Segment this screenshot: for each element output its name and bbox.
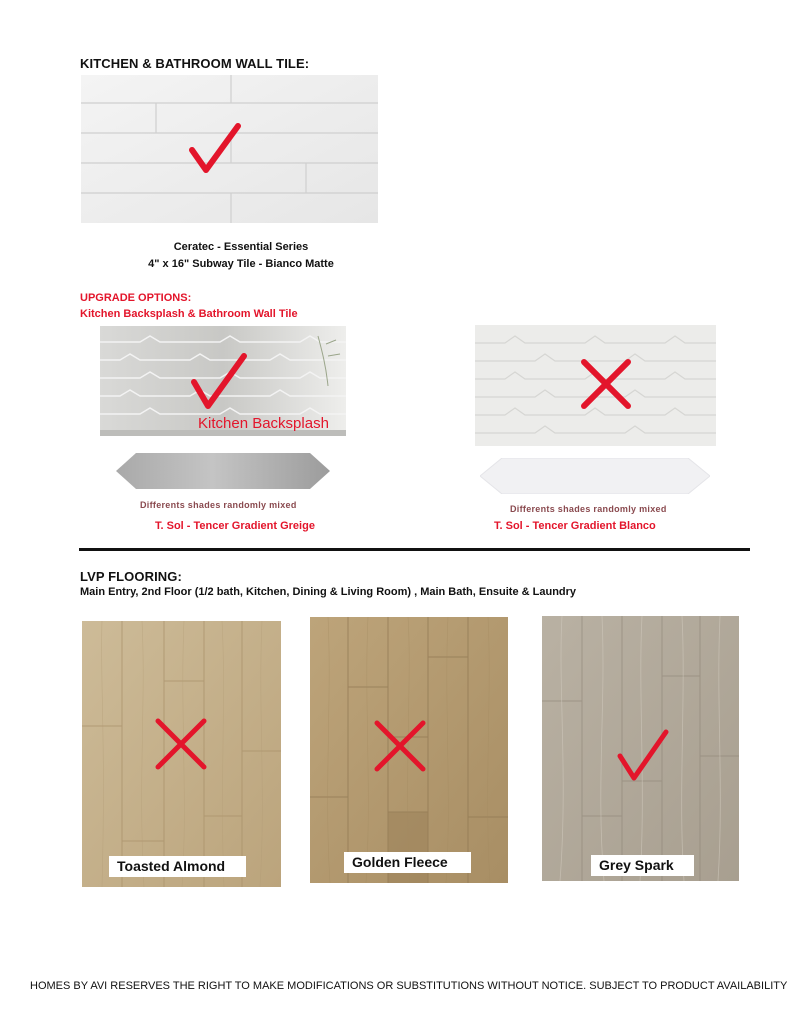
section-divider (79, 548, 750, 551)
greige-picket-tile (116, 453, 330, 494)
grey-spark-label: Grey Spark (591, 855, 694, 876)
blanco-product-name: T. Sol - Tencer Gradient Blanco (494, 520, 656, 532)
wall-tile-product-line1: Ceratec - Essential Series (173, 241, 309, 253)
blanco-shades-note: Differents shades randomly mixed (510, 504, 667, 514)
check-mark-icon (614, 726, 672, 784)
upgrade-options-subheading: Kitchen Backsplash & Bathroom Wall Tile (80, 308, 298, 320)
wall-tile-product-line2: 4" x 16" Subway Tile - Bianco Matte (148, 258, 334, 270)
kitchen-backsplash-overlay-label: Kitchen Backsplash (198, 415, 329, 432)
x-mark-icon (153, 716, 209, 772)
golden-fleece-label: Golden Fleece (344, 852, 471, 873)
check-mark-icon (186, 120, 244, 178)
blanco-picket-tile (480, 458, 710, 499)
x-mark-icon (578, 356, 634, 412)
greige-shades-note: Differents shades randomly mixed (140, 500, 297, 510)
check-mark-icon (188, 350, 250, 412)
flooring-areas-text: Main Entry, 2nd Floor (1/2 bath, Kitchen, Dining & Living Room) , Main Bath, Ensuite & Laundry (80, 586, 577, 598)
greige-product-name: T. Sol - Tencer Gradient Greige (155, 520, 315, 532)
footer-disclaimer: HOMES BY AVI RESERVES THE RIGHT TO MAKE MODIFICATIONS OR SUBSTITUTIONS WITHOUT NOTICE. SUBJECT TO PRODUCT AVAILABILITY (30, 980, 788, 992)
wall-tile-heading: KITCHEN & BATHROOM WALL TILE: (80, 56, 310, 71)
upgrade-options-heading: UPGRADE OPTIONS: (80, 292, 192, 304)
x-mark-icon (372, 718, 428, 774)
toasted-almond-label: Toasted Almond (109, 856, 246, 877)
lvp-flooring-heading: LVP FLOORING: (80, 569, 182, 584)
